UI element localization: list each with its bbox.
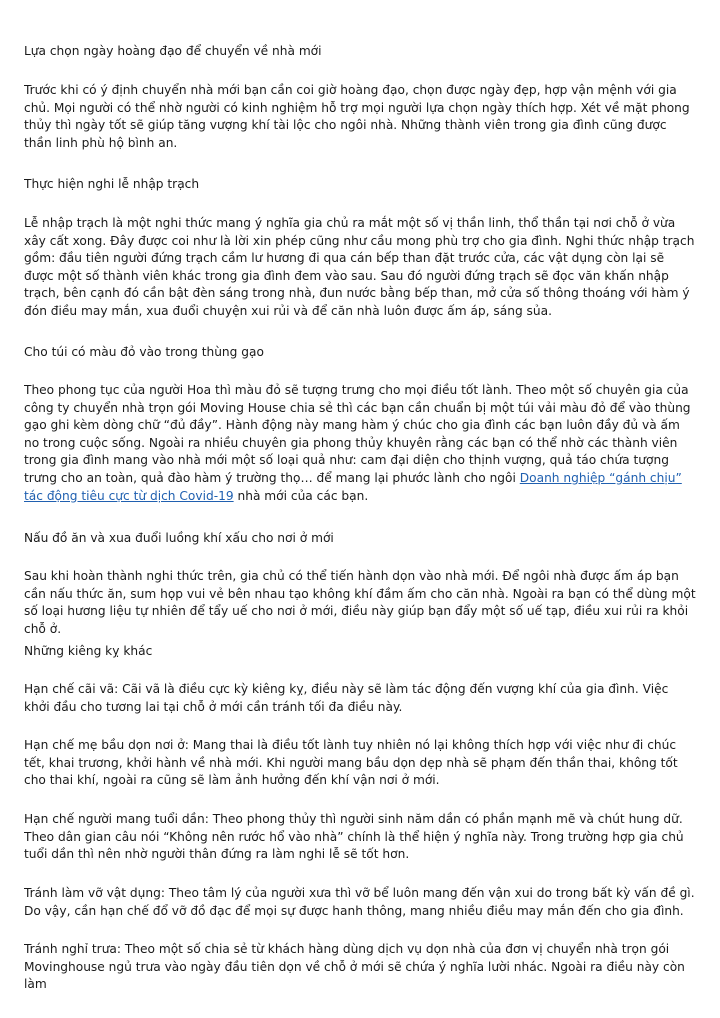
heading-red-bag-rice-bin: Cho túi có màu đỏ vào trong thùng gạo <box>24 345 264 359</box>
heading-other-taboos: Những kiêng kỵ khác <box>24 644 153 658</box>
paragraph-tail: nhà mới của các bạn. <box>233 488 369 503</box>
paragraph-auspicious-day: Trước khi có ý định chuyển nhà mới bạn cần coi giờ hoàng đạo, chọn được ngày đẹp, hợp vận mệnh với gia chủ. Mọi người có thể nhờ người có kinh nghiệm hỗ trợ mọi người lựa chọn ngày thích hợp. Xét về mặt phong thủy thì ngày tốt sẽ giúp tăng vượng khí tài lộc cho ngôi nhà. Những thành viên trong gia đình cũng được thần linh phù hộ bình an. <box>24 83 690 150</box>
paragraph-red-bag-rice-bin <box>24 382 696 505</box>
heading-choose-auspicious-day: Lựa chọn ngày hoàng đạo để chuyển về nhà mới <box>24 44 322 58</box>
paragraph-text: Theo phong tục của người Hoa thì màu đỏ sẽ tượng trưng cho mọi điều tốt lành. Theo một số chuyên gia của công ty chuyển nhà trọn gói Moving House chia sẻ thì các bạn cần chuẩn bị một túi vải màu đỏ để vào thùng gạo ghi kèm dòng chữ “đủ đầy”. Hành động này mang hàm ý chúc cho gia đình các bạn luôn đầy đủ và ấm no trong cuộc sống. Ngoài ra nhiều chuyên gia phong thủy khuyên rằng các bạn có thể nhờ các thành viên trong gia đình mang vào nhà mới một số loại quả như: cam đại diện cho thịnh vượng, quả táo chứa tượng trưng cho an toàn, quả đào hàm ý trường thọ… để mang lại phước lành cho ngôi <box>24 383 691 485</box>
paragraph-cooking-cleansing: Sau khi hoàn thành nghi thức trên, gia chủ có thể tiến hành dọn vào nhà mới. Để ngôi nhà được ấm áp bạn cần nấu thức ăn, sum họp vui vẻ bên nhau tạo không khí đầm ấm cho căn nhà. Ngoài ra bạn có thể dùng một số loại hương liệu tự nhiên để tẩy uế cho nơi ở mới, điều này giúp bạn đẩy một số uế tạp, điều xui rủi ra khỏi chỗ ở. <box>24 569 696 636</box>
paragraph-avoid-napping: Tránh nghỉ trưa: Theo một số chia sẻ từ khách hàng dùng dịch vụ dọn nhà của đơn vị chuyển nhà trọn gói Movinghouse ngủ trưa vào ngày đầu tiên dọn về chỗ ở mới sẽ chứa ý nghĩa lười nhác. Ngoài ra điều này còn làm <box>24 942 685 992</box>
paragraph-avoid-quarrels: Hạn chế cãi vã: Cãi vã là điều cực kỳ kiêng kỵ, điều này sẽ làm tác động đến vượng khí của gia đình. Việc khởi đầu cho tương lai tại chỗ ở mới cần tránh tối đa điều này. <box>24 682 669 714</box>
paragraph-breaking-items: Tránh làm vỡ vật dụng: Theo tâm lý của người xưa thì vỡ bể luôn mang đến vận xui do trong bất kỳ vấn đề gì. Do vậy, cần hạn chế đổ vỡ đồ đạc để mọi sự được hanh thông, mang nhiều điều may mắn đến cho gia đình. <box>24 886 695 918</box>
paragraph-housewarming-ritual: Lễ nhập trạch là một nghi thức mang ý nghĩa gia chủ ra mắt một số vị thần linh, thổ thần tại nơi chỗ ở vừa xây cất xong. Đây được coi như là lời xin phép cũng như cầu mong phù trợ cho gia đình. Nghi thức nhập trạch gồm: đầu tiên người đứng trạch cầm lư hương đi qua cán bếp than đặt trước cửa, các vật dụng còn lại sẽ được một số thành viên khác trong gia đình đem vào sau. Sau đó người đứng trạch sẽ đọc văn khấn nhập trạch, bên cạnh đó cần bật đèn sáng trong nhà, đun nước bằng bếp than, mở cửa số thông thoáng với hàm ý đón điều may mắn, xua đuổi chuyện xui rủi và để căn nhà luôn được ấm áp, sáng sủa. <box>24 216 695 318</box>
heading-cooking-cleansing: Nấu đồ ăn và xua đuổi luồng khí xấu cho nơi ở mới <box>24 531 334 545</box>
paragraph-pregnant-women: Hạn chế mẹ bầu dọn nơi ở: Mang thai là điều tốt lành tuy nhiên nó lại không thích hợp với việc như đi chúc tết, khai trương, khởi hành về nhà mới. Khi người mang bầu dọn dẹp nhà sẽ phạm đến thần thai, không tốt cho thai khí, ngoài ra cũng sẽ làm ảnh hưởng đến khí vận nơi ở mới. <box>24 738 678 788</box>
paragraph-tiger-year: Hạn chế người mang tuổi dần: Theo phong thủy thì người sinh năm dần có phần mạnh mẽ và chút hung dữ. Theo dân gian câu nói “Không nên rước hổ vào nhà” chính là thể hiện ý nghĩa này. Trong trường hợp gia chủ tuổi dần thì nên nhờ người thân đứng ra làm nghi lễ sẽ tốt hơn. <box>24 812 684 862</box>
document-page <box>24 0 696 1018</box>
article-link[interactable]: Doanh nghiệp “gánh chịu” tác động tiêu cực từ dịch Covid-19 <box>24 470 682 503</box>
heading-housewarming-ritual: Thực hiện nghi lễ nhập trạch <box>24 177 200 191</box>
